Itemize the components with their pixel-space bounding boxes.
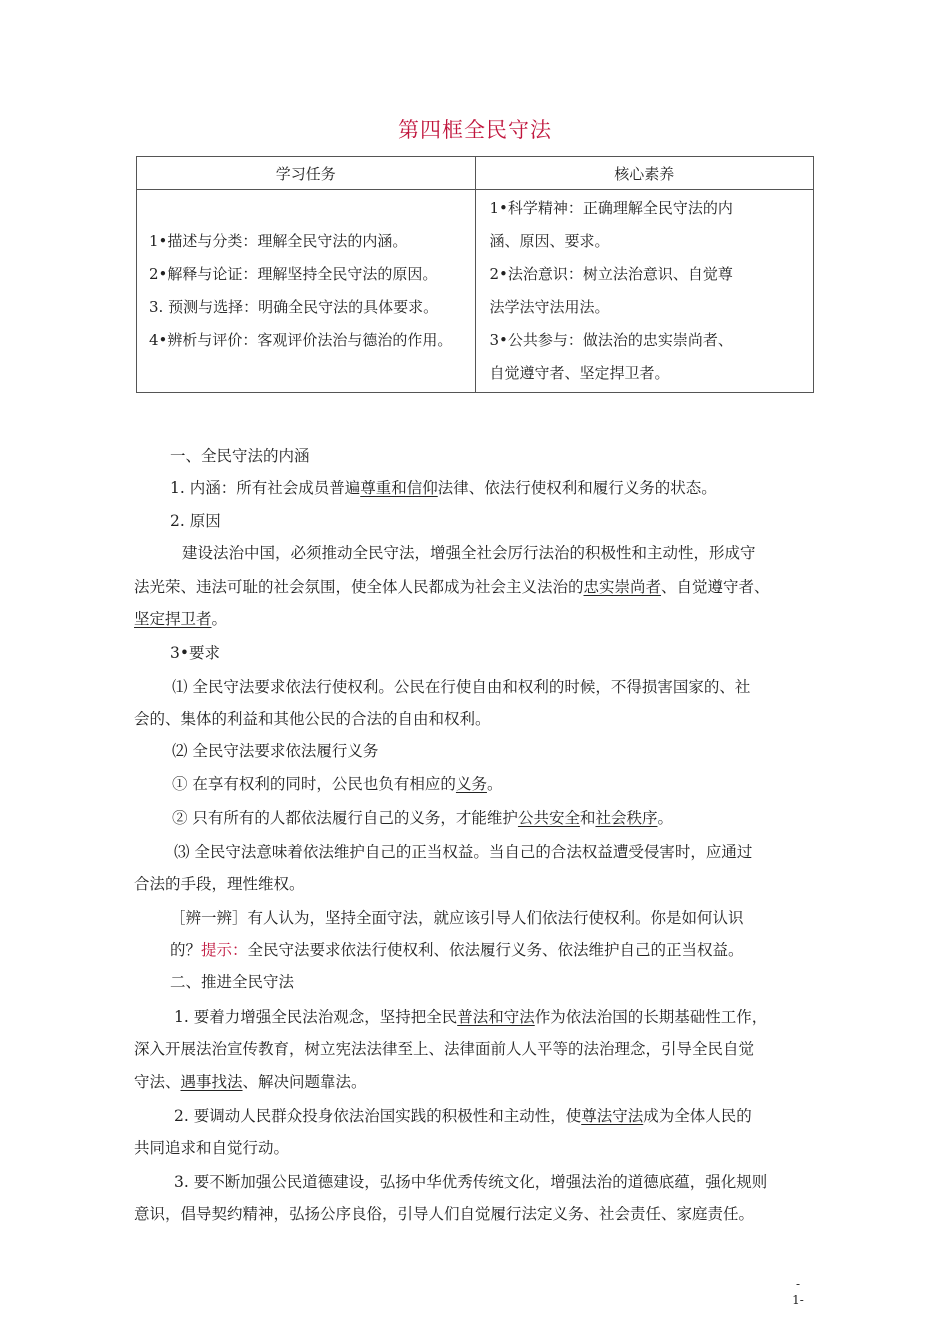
task-line: 4•辨析与评价：客观评价法治与德治的作用。 (149, 331, 453, 349)
text: 成为全体人民的 (643, 1107, 752, 1125)
paragraph: 2. 原因 (170, 512, 221, 530)
paragraph: ⑴ 全民守法要求依法行使权利。公民在行使自由和权利的时候，不得损害国家的、社 (172, 678, 751, 696)
text: 、自觉遵守者、 (661, 578, 770, 596)
underlined-term: 尊法守法 (581, 1107, 644, 1125)
paragraph (174, 1100, 864, 1132)
paragraph: ⑶ 全民守法意味着依法维护自己的正当权益。当自己的合法权益遭受侵害时，应通过 (174, 843, 753, 861)
underlined-term: 尊重和信仰 (360, 479, 438, 497)
task-line: 1•描述与分类：理解全民守法的内涵。 (149, 232, 408, 250)
paragraph: 合法的手段，理性维权。 (134, 875, 305, 893)
underlined-term: 普法和守法 (457, 1008, 535, 1026)
paragraph: 建设法治中国，必须推动全民守法，增强全社会厉行法治的积极性和主动性，形成守 (182, 544, 756, 562)
text: ① 在享有权利的同时，公民也负有相应的 (172, 775, 456, 793)
text: 法光荣、违法可耻的社会氛围，使全体人民都成为社会主义法治的 (134, 578, 584, 596)
text: 和 (579, 809, 596, 827)
paragraph: ⑵ 全民守法要求依法履行义务 (172, 742, 379, 760)
paragraph (134, 571, 824, 603)
section-heading: 二、推进全民守法 (170, 973, 295, 991)
literacy-line: 3•公共参与：做法治的忠实崇尚者、 (489, 331, 733, 349)
hint-label: 提示： (201, 941, 248, 959)
paragraph: 深入开展法治宣传教育，树立宪法法律至上、法律面前人人平等的法治理念，引导全民自觉 (134, 1040, 755, 1058)
task-line: 2•解释与论证：理解坚持全民守法的原因。 (149, 265, 438, 283)
paragraph: 会的、集体的利益和其他公民的合法的自由和权利。 (134, 710, 491, 728)
text: 。 (486, 775, 503, 793)
literacy-line: 自觉遵守者、坚定捍卫者。 (489, 364, 670, 382)
task-line: 3. 预测与选择：明确全民守法的具体要求。 (149, 298, 439, 316)
header-learning-tasks: 学习任务 (137, 157, 476, 190)
header-core-literacy: 核心素养 (475, 157, 814, 190)
objectives-table (136, 156, 814, 393)
page-number-value: 1- (792, 1293, 804, 1307)
underlined-term: 社会秩序 (595, 809, 658, 827)
text: 1. 内涵：所有社会成员普遍 (170, 479, 361, 497)
paragraph: 3•要求 (170, 644, 221, 662)
paragraph (170, 472, 860, 504)
paragraph (172, 802, 862, 834)
paragraph (134, 603, 824, 635)
underlined-term: 坚定捍卫者 (134, 610, 212, 628)
section-heading: 一、全民守法的内涵 (170, 447, 310, 465)
paragraph: 共同追求和自觉行动。 (134, 1139, 290, 1157)
paragraph (170, 934, 860, 966)
text: 1. 要着力增强全民法治观念，坚持把全民 (174, 1008, 458, 1026)
paragraph: 意识，倡导契约精神，弘扬公序良俗，引导人们自觉履行法定义务、社会责任、家庭责任。 (134, 1205, 755, 1223)
text: 全民守法要求依法行使权利、依法履行义务、依法维护自己的正当权益。 (247, 941, 744, 959)
page-title: 第四框全民守法 (398, 118, 552, 142)
text: ② 只有所有的人都依法履行自己的义务，才能维护 (172, 809, 518, 827)
text: 、解决问题靠法。 (242, 1073, 367, 1091)
literacy-line: 涵、原因、要求。 (489, 232, 610, 250)
paragraph (174, 1001, 864, 1033)
underlined-term: 公共安全 (517, 809, 580, 827)
underlined-term: 义务 (455, 775, 487, 793)
literacy-line: 法学法守法用法。 (489, 298, 610, 316)
text: 的？ (170, 941, 202, 959)
paragraph (134, 1066, 824, 1098)
underlined-term: 遇事找法 (180, 1073, 243, 1091)
text: 。 (211, 610, 228, 628)
paragraph: ［辨一辨］有人认为，坚持全面守法，就应该引导人们依法行使权利。你是如何认识 (170, 909, 744, 927)
page-number-dash: - (795, 1277, 801, 1291)
core-literacy-cell (475, 190, 814, 393)
paragraph (172, 768, 862, 800)
literacy-line: 1•科学精神：正确理解全民守法的内 (489, 199, 733, 217)
literacy-line: 2•法治意识：树立法治意识、自觉尊 (489, 265, 733, 283)
learning-tasks-cell (137, 190, 476, 393)
text: 。 (657, 809, 673, 827)
paragraph: 3. 要不断加强公民道德建设，弘扬中华优秀传统文化，增强法治的道德底蕴，强化规则 (174, 1173, 768, 1191)
underlined-term: 忠实崇尚者 (583, 578, 662, 596)
text: 守法、 (134, 1073, 181, 1091)
text: 2. 要调动人民群众投身依法治国实践的积极性和主动性，使 (174, 1107, 582, 1125)
page-number (788, 1276, 808, 1308)
text: 法律、依法行使权利和履行义务的状态。 (437, 479, 717, 497)
text: 作为依法治国的长期基础性工作， (534, 1008, 768, 1026)
